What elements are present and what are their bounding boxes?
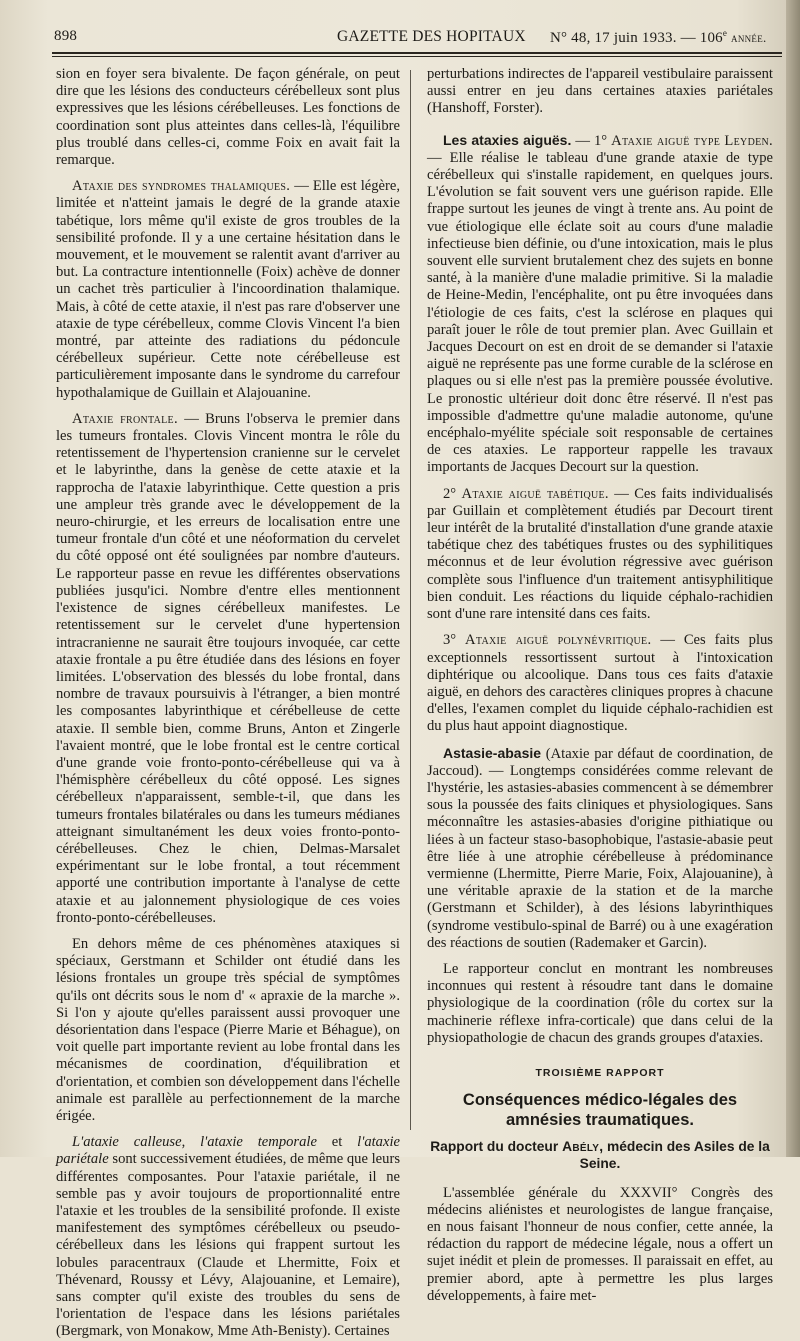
italic-term: l'ataxie pariétale: [56, 1134, 400, 1168]
running-header: [52, 28, 782, 50]
paragraph-acute-leyden: [427, 132, 773, 477]
report-title: Conséquences médico-légales des amnésies traumatiques.: [462, 1091, 738, 1130]
paragraph-text: — Elle est légère, limitée et n'atteint jamais le degré de la grande ataxie tabétique, lors même qu'il existe de gros troubles de la sensibilité profonde. Il y a une certaine hésitation dans le mouvement, et le mouvement se ralentit avant d'arriver au but. La contracture intentionnelle (Foix) achève de donner un cachet très particulier à l'incoordination thalamique. Mais, à côté de cette ataxie, il n'est pas rare d'observer une ataxie de type cérébelleux, comme Clovis Vincent l'a bien montré, par atteinte des radiations du pédoncule cérébelleux supérieur. Cette note cérébelleuse est particulièrement imposante dans le syndrome du carrefour hypothalamique de Guillain et Alajouanine.: [56, 178, 400, 401]
paragraph-text: (Ataxie par défaut de coordination, de Jaccoud). — Longtemps considérées comme relevant de l'hystérie, les astasies-abasies commencent à se démembrer sous la poussée des faits cliniques et physiologiques. Sans méconnaître les astasies-abasies d'origine pithiatique ou liées à un facteur staso-basophobique, l'astasie-abasie peut être liée à une atrophie cérébelleuse à prédominance vermienne (Lhermitte, Pierre Marie, Foix, Alajouanine), à une véritable apraxie de la station et de la marche (Gerstmann et Schilder), à des lésions labyrinthiques (syndrome vestibulo-spinal de Barré) ou à une exagération des réactions de soutien (Rademaker et Garcin).: [427, 745, 773, 951]
issue-sup: e: [722, 28, 728, 38]
header-rule-thick: [52, 52, 782, 54]
page-edge-shadow: [786, 0, 800, 1157]
journal-title: GAZETTE DES HOPITAUX: [337, 28, 526, 45]
paragraph-thalamic: [56, 178, 400, 402]
paragraph-astasia: [427, 745, 773, 952]
issue-main: N° 48, 17 juin 1933. — 106: [550, 30, 723, 46]
left-column: [56, 66, 400, 1340]
column-divider: [410, 70, 411, 1130]
item-number: 2°: [443, 485, 462, 502]
paragraph-report-intro: L'assemblée générale du XXXVII° Congrès des médecins aliénistes et neurologistes de langue française, en nous faisant l'honneur de nous confier, cette année, la rédaction du rapport de médecine légale, nous a offert un sujet inédit et plein de promesses. Il paraissait en effet, au premier abord, apte à permettre les plus larges développements, à faire met-: [427, 1184, 773, 1304]
report-author-name: Abély: [562, 1139, 600, 1155]
paragraph-acute-polyneuritic: [427, 632, 773, 735]
paragraph: perturbations indirectes de l'appareil vestibulaire paraissent aussi entrer en jeu dans certaines ataxies pariétales (Hanshoff, Forster).: [427, 66, 773, 117]
section-heading: Ataxie aiguë polynévritique.: [465, 632, 652, 649]
italic-term: L'ataxie calleuse: [72, 1134, 182, 1151]
paragraph-text: — Ces faits individualisés par Guillain et complètement étudiés par Decourt tirent leur intérêt de la brutalité d'installation d'une grande ataxie tabétique chez des tabétiques frustes ou des syphilitiques méconnus et de leur évolution régressive avec guérison complète sous l'influence d'un traitement antisyphilitique bien conduit. Les réactions du liquide céphalo-rachidien sont d'une rare intensité dans ces faits.: [427, 485, 773, 623]
report-author-prefix: Rapport du docteur: [430, 1139, 563, 1155]
paragraph-text: sont successivement étudiées, de même que leurs différentes composantes. Pour l'ataxie pariétale, il ne semble pas y avoir toujours de proportionnalité entre l'ataxie et les troubles de la sensibilité profonde. Il existe manifestement des symptômes cérébelleux ou pseudo-cérébelleux dans les lésions qui frappent surtout les lobules paracentraux (Claude et Lhermitte, Foix et Thévenard, Roussy et Lévy, Alajouanine, et Lemaire), sans compter qu'il existe des troubles du sens de l'orientation de l'espace dans les lésions pariétales (Bergmark, von Monakow, Mme Ath-Benisty). Certaines: [56, 1151, 400, 1340]
section-lead: Astasie-abasie: [443, 744, 542, 761]
issue-info: [550, 28, 767, 47]
issue-annee: année.: [731, 30, 767, 45]
section-heading: Ataxie aiguë type Leyden.: [611, 132, 773, 149]
header-rule-thin: [52, 56, 782, 57]
italic-term: l'ataxie temporale: [200, 1134, 317, 1151]
paragraph-text: — Elle réalise le tableau d'une grande ataxie de type cérébelleux qui s'installe rapidement, en quelques jours. L'évolution se fait souvent vers une guérison rapide. Elle frappe surtout les jeunes de vingt à trente ans. Au point de vue étiologique elle éclate soit au cours d'une maladie infectieuse bien définie, ou d'une intoxication, mais le plus souvent elle survient brutalement chez des sujets en bonne santé, à la manière d'une maladie primitive. Si la maladie de Heine-Medin, l'encéphalite, ont pu être invoquées dans l'étiologie de ces faits, c'est la sclérose en plaques qui paraît jouer le rôle de tout premier plan. Avec Guillain et Jacques Decourt on est en droit de se demander si l'ataxie aiguë ne représente pas une forme curable de la sclérose en plaques ou si elle n'est pas la première poussée évolutive. Le pronostic ultérieur doit donc être réservé. Il n'est pas impossible d'admettre qu'une maladie autonome, qu'une encéphalo-myélite spéciale soit responsable de certaines de ces ataxies. Le rapporteur rappelle les travaux importants de Jacques Decourt sur la question.: [427, 149, 773, 476]
section-heading: Ataxie frontale.: [72, 410, 178, 427]
paragraph-acute-tabetic: [427, 486, 773, 624]
report-author-suffix: , médecin des Asiles de la Seine.: [579, 1139, 770, 1172]
paragraph-callosal: [56, 1134, 400, 1340]
report-author: [427, 1138, 773, 1172]
section-heading: Ataxie aiguë tabétique.: [461, 485, 609, 502]
paragraph: sion en foyer sera bivalente. De façon générale, on peut dire que les lésions des conducteurs cérébelleux sont plus expressives que les lésions cérébelleuses. Les fonctions de coordination sont plus atteintes dans celles-là, l'équilibre plus troublé dans celles-ci, comme Foix en avait fait la remarque.: [56, 66, 400, 169]
paragraph: En dehors même de ces phénomènes ataxiques si spéciaux, Gerstmann et Schilder ont étudié dans les lésions frontales un groupe très spécial de symptômes qu'ils ont décrits sous le nom d' « apraxie de la marche ». Si l'on y ajoute qu'elles paraissent aussi provoquer une désorientation dans l'espace (Pierre Marie et Béhague), on voit quelle part importante revient au lobe frontal dans les mécanismes de coordination, d'équilibration et d'orientation, et combien son développement dans l'échelle animale est parallèle au perfectionnement de la marche érigée.: [56, 935, 400, 1124]
item-number: — 1°: [571, 132, 612, 149]
paragraph-conclusion: Le rapporteur conclut en montrant les nombreuses inconnues qui restent à résoudre tant dans le domaine physiologique de la coordination (rôle du cortex sur la machinerie réflexe infra-corticale) que dans celui de la physiopathologie de chacun des grands groupes d'ataxies.: [427, 960, 773, 1046]
paragraph-frontal: [56, 411, 400, 927]
separator-text: et: [316, 1134, 358, 1151]
right-column: [427, 66, 773, 1304]
paragraph-text: — Bruns l'observa le premier dans les tumeurs frontales. Clovis Vincent montra le rôle du retentissement de l'hypertension cranienne sur le cervelet et le labyrinthe, dans la genèse de cette ataxie et la rapprocha de l'ataxie labyrinthique. Cette question a pris une ampleur très grande avec le développement de la neuro-chirurgie, et les erreurs de localisation entre une tumeur frontale d'un côté et une néoformation du cervelet du côté opposé ont été soulignées par nombre d'auteurs. Le rapporteur passe en revue les différentes observations publiées jusqu'ici. Nombre d'entre elles mentionnent l'existence de signes cérébelleux manifestes. Le retentissement sur le cervelet d'une hypertension intracranienne ne saurait être toujours invoquée, car cette ataxie frontale a pu être étudiée dans des lésions en foyer limitées. L'observation des blessés du lobe frontal, dans nombre de travaux poursuivis à l'étranger, a bien montré les composantes labyrinthique et cérébelleuse de cette ataxie. Il semble bien, comme Bruns, Anton et Zingerle l'avaient montré, que le lobe frontal est le centre cortical d'une grande voie fronto-ponto-cérébelleuse qui va à l'hémisphère cérébelleux du côté opposé. Les signes cérébelleux n'apparaissent, semble-t-il, que dans les tumeurs frontales bilatérales ou dans les tumeurs médianes atteignant simultanément les deux voies fronto-ponto-cérébelleuses. Chez le chien, Delmas-Marsalet expérimentant sur le lobe frontal, a tout récemment apporté une contribution importante à l'analyse de cette ataxie et au jalonnement physiologique de ces voies fronto-ponto-cérébelleuses.: [56, 410, 400, 926]
section-heading: Ataxie des syndromes thalamiques.: [72, 178, 291, 195]
paragraph-text: — Ces faits plus exceptionnels ressortissent surtout à l'intoxication diphtérique ou alcoolique. Dans tous ces faits d'ataxie aiguë, en dehors des caractères cliniques propres à chacune d'elles, l'examen complet du liquide céphalo-rachidien est du plus haut appoint diagnostique.: [427, 632, 773, 735]
separator-text: ,: [181, 1134, 201, 1151]
item-number: 3°: [443, 632, 466, 649]
page-number: 898: [54, 28, 78, 44]
report-label: TROISIÈME RAPPORT: [535, 1066, 665, 1079]
section-lead: Les ataxies aiguës.: [443, 131, 572, 148]
